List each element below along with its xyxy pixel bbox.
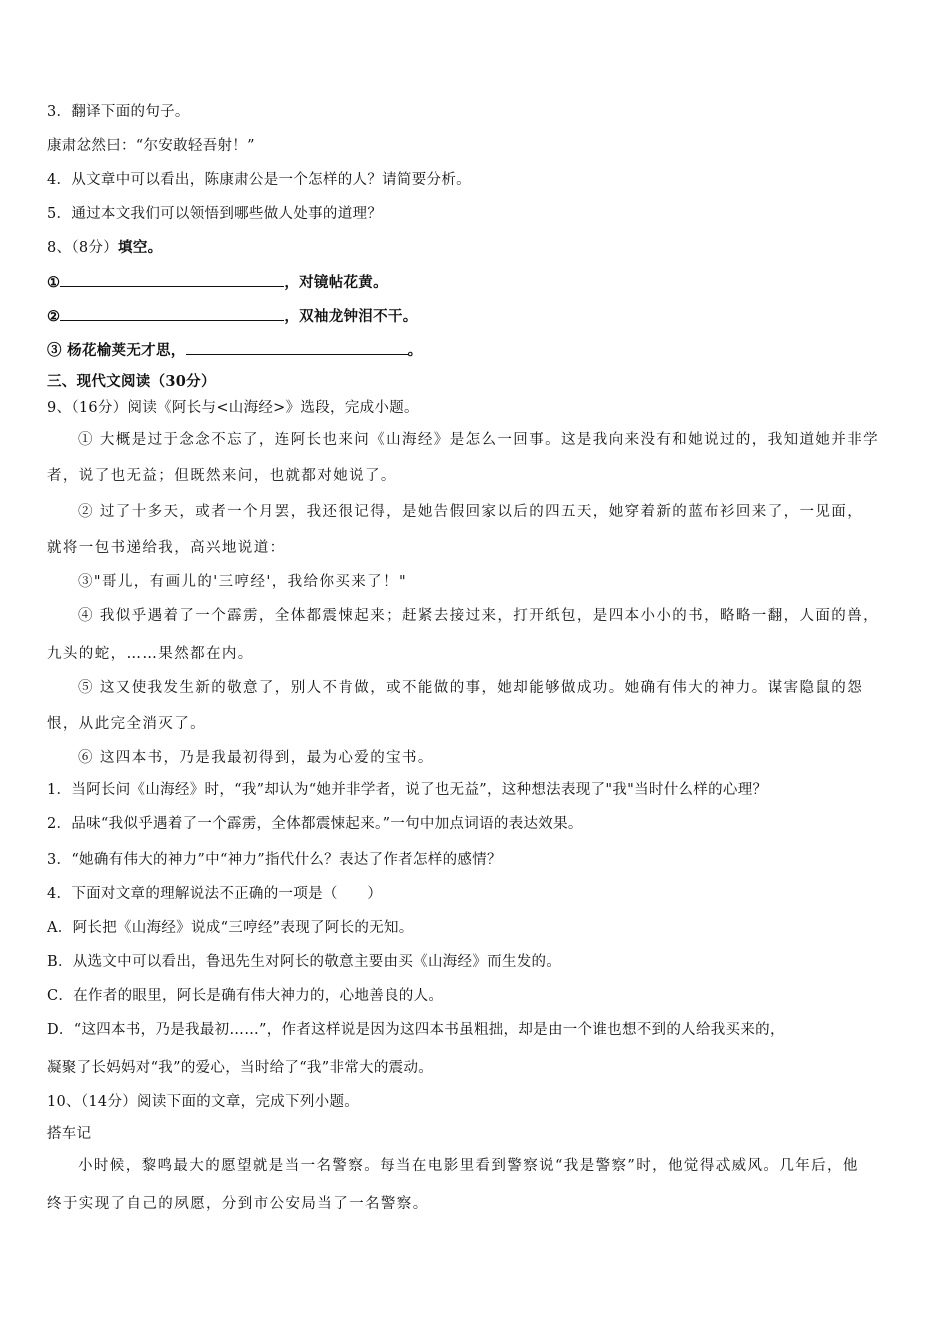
question-8-title: 填空。	[118, 239, 163, 256]
fill-blank-1	[47, 272, 912, 293]
passage-para-6: ⑥ 这四本书，乃是我最初得到，最为心爱的宝书。	[78, 750, 434, 766]
question-9: 9、（16分）阅读《阿长与<山海经>》选段，完成小题。	[47, 400, 419, 416]
question-8-heading	[47, 238, 912, 258]
fill-blank-1-mark: ①	[47, 274, 61, 291]
passage-para-1-line-1: ① 大概是过于念念不忘了，连阿长也来问《山海经》是怎么一回事。这是我向来没有和她说过的，我知道她并非学	[78, 432, 880, 448]
question-3-sentence: 康肃忿然曰：“尔安敢轻吾射！”	[47, 138, 255, 154]
option-c: C．在作者的眼里，阿长是确有伟大神力的，心地善良的人。	[47, 988, 444, 1004]
subquestion-1: 1．当阿长问《山海经》时，“我”却认为“她并非学者，说了也无益”，这种想法表现了"我"当时什么样的心理？	[47, 782, 768, 798]
passage-para-4-line-1: ④ 我似乎遇着了一个霹雳，全体都震悚起来；赶紧去接过来，打开纸包，是四本小小的书，略略一翻，人面的兽，	[78, 608, 880, 624]
story-para-1-line-2: 终于实现了自己的夙愿，分到市公安局当了一名警察。	[47, 1196, 429, 1212]
option-a: A．阿长把《山海经》说成“三哼经”表现了阿长的无知。	[47, 920, 414, 936]
passage-para-3: ③"哥儿，有画儿的'三哼经'，我给你买来了！"	[78, 574, 408, 590]
fill-blank-3-text: ③ 杨花榆荚无才思，	[47, 342, 186, 359]
fill-blank-2-text: ，双袖龙钟泪不干。	[284, 308, 418, 325]
question-10: 10、（14分）阅读下面的文章，完成下列小题。	[47, 1094, 360, 1110]
fill-blank-2-mark: ②	[47, 308, 61, 325]
passage-para-1-line-2: 者，说了也无益；但既然来问，也就都对她说了。	[47, 468, 397, 484]
story-para-1-line-1: 小时候，黎鸣最大的愿望就是当一名警察。每当在电影里看到警察说“我是警察”时，他觉得忒威风。几年后，他	[78, 1158, 859, 1174]
subquestion-4: 4．下面对文章的理解说法不正确的一项是（ ）	[47, 886, 383, 902]
fill-blank-2	[47, 306, 912, 327]
fill-blank-1-text: ，对镜帖花黄。	[284, 274, 388, 291]
subquestion-2: 2．品味“我似乎遇着了一个霹雳，全体都震悚起来。”一句中加点词语的表达效果。	[47, 816, 583, 832]
fill-blank-3	[47, 340, 912, 361]
question-8-prefix: 8、（8分）	[47, 240, 119, 256]
option-d-line-2: 凝聚了长妈妈对“我”的爱心，当时给了“我”非常大的震动。	[47, 1060, 434, 1076]
passage-para-4-line-2: 九头的蛇，……果然都在内。	[47, 646, 254, 662]
fill-blank-3-end: 。	[407, 342, 423, 359]
option-b: B．从选文中可以看出，鲁迅先生对阿长的敬意主要由买《山海经》而生发的。	[47, 954, 562, 970]
answer-blank-1[interactable]	[60, 272, 284, 287]
question-3: 3．翻译下面的句子。	[47, 104, 190, 120]
question-5: 5．通过本文我们可以领悟到哪些做人处事的道理？	[47, 206, 383, 222]
passage-para-5-line-2: 恨，从此完全消灭了。	[47, 716, 206, 732]
story-title: 搭车记	[47, 1126, 92, 1142]
passage-para-5-line-1: ⑤ 这又使我发生新的敬意了，别人不肯做，或不能做的事，她却能够做成功。她确有伟大的神力。谋害隐鼠的怨	[78, 680, 864, 696]
option-d-line-1: D．“这四本书，乃是我最初……”，作者这样说是因为这四本书虽粗拙，却是由一个谁也想不到的人给我买来的，	[47, 1022, 785, 1038]
passage-para-2-line-1: ② 过了十多天，或者一个月罢，我还很记得，是她告假回家以后的四五天，她穿着新的蓝布衫回来了，一见面，	[78, 504, 864, 520]
passage-para-2-line-2: 就将一包书递给我，高兴地说道：	[47, 540, 286, 556]
answer-blank-3[interactable]	[186, 340, 408, 355]
subquestion-3: 3．“她确有伟大的神力”中“神力”指代什么？表达了作者怎样的感情？	[47, 852, 502, 868]
answer-blank-2[interactable]	[60, 306, 284, 321]
section-3-heading: 三、现代文阅读（30分）	[47, 373, 216, 390]
question-4: 4．从文章中可以看出，陈康肃公是一个怎样的人？请简要分析。	[47, 172, 471, 188]
